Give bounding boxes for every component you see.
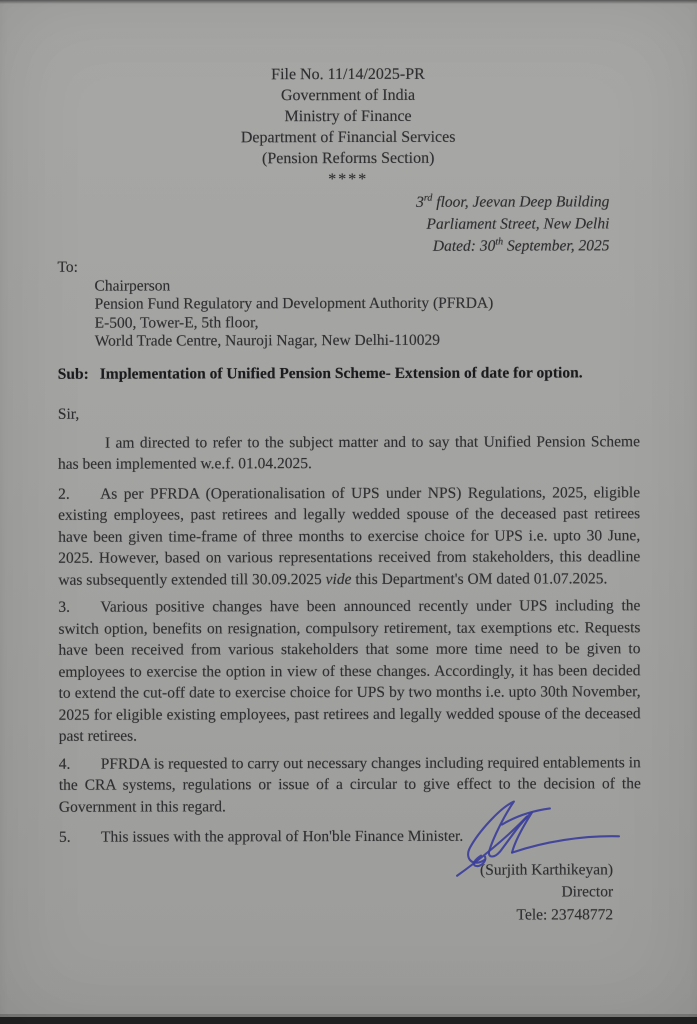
paragraph-3: 3. Various positive changes have been announced recently under UPS including the switch option, benefits on resignation, compulsory retirement, tax exemptions etc. Requests have been received from various stakeholders that some more time need to be given to employees to exercise the option in view of these changes. Accordingly, it has been decided to extend the cut-off date to exercise choice for UPS by two months i.e. upto 30th November, 2025 for eligible existing employees, past retirees and legally wedded spouse of the deceased past retirees. <box>58 597 641 745</box>
org-line-government: Government of India <box>280 86 416 105</box>
vide-italic: vide <box>325 570 352 588</box>
signatory-phone: Tele: 23748772 <box>516 905 614 924</box>
signatory-title: Director <box>561 883 614 901</box>
recipient-line: Pension Fund Regulatory and Development Authority (PFRDA) <box>94 294 494 313</box>
subject-label: Sub: <box>57 365 89 383</box>
signatory-name: (Surjith Karthikeyan) <box>480 860 614 879</box>
letterhead <box>57 63 639 191</box>
ordinal-superscript: rd <box>423 192 433 204</box>
paragraph-number: 4. <box>58 755 71 773</box>
letter-date: Dated: 30th September, 2025 <box>432 236 610 255</box>
file-number: File No. 11/14/2025-PR <box>271 65 425 84</box>
paragraph-1: I am directed to refer to the subject matter and to say that Unified Pension Scheme has been implemented w.e.f. 01.04.2025. <box>57 432 640 473</box>
recipient-line: World Trade Centre, Nauroji Nagar, New Delhi-110029 <box>94 331 441 350</box>
signoff-block <box>59 859 641 928</box>
org-line-ministry: Ministry of Finance <box>284 107 412 126</box>
salutation: Sir, <box>57 405 80 423</box>
origin-address-line2: Parliament Street, New Delhi <box>426 215 610 233</box>
scan-edge-bottom <box>0 1017 697 1024</box>
paragraph-5: 5. This issues with the approval of Hon'ble Finance Minister. <box>59 825 641 848</box>
subject-line <box>58 362 640 385</box>
origin-address-line1: 3rd floor, Jeevan Deep Building <box>416 192 610 211</box>
recipient-line: Chairperson <box>94 276 171 295</box>
paragraph-2: 2. As per PFRDA (Operationalisation of UPS under NPS) Regulations, 2025, eligible existing employees, past retirees and legally wedded spouse of the deceased past retirees have been given time-frame of three months to exercise choice for UPS i.e. upto 30 June, 2025. However, based on various representations received from stakeholders, this deadline was subsequently extended till 30.09.2025 vide this Department's OM dated 01.07.2025. <box>58 483 641 589</box>
signature-ink-icon <box>455 795 627 881</box>
paragraph-number: 3. <box>58 598 71 616</box>
recipient-block <box>57 257 639 351</box>
ordinal-superscript: th <box>495 236 504 248</box>
recipient-address <box>58 276 640 352</box>
origin-address-block <box>57 191 639 259</box>
paragraph-4: 4. PFRDA is requested to carry out necessary changes including required entablements in the CRA systems, regulations or issue of a circular to give effect to the decision of the Government in this regard. <box>58 753 641 816</box>
recipient-label: To: <box>57 258 78 276</box>
paragraph-number: 5. <box>58 828 71 846</box>
org-line-section: (Pension Reforms Section) <box>261 149 435 168</box>
paragraph-number: 2. <box>58 485 70 503</box>
letterhead-separator: **** <box>328 170 369 189</box>
recipient-line: E-500, Tower-E, 5th floor, <box>94 313 259 332</box>
org-line-department: Department of Financial Services <box>240 128 456 147</box>
subject-text: Implementation of Unified Pension Scheme- Extension of date for option. <box>99 363 583 383</box>
